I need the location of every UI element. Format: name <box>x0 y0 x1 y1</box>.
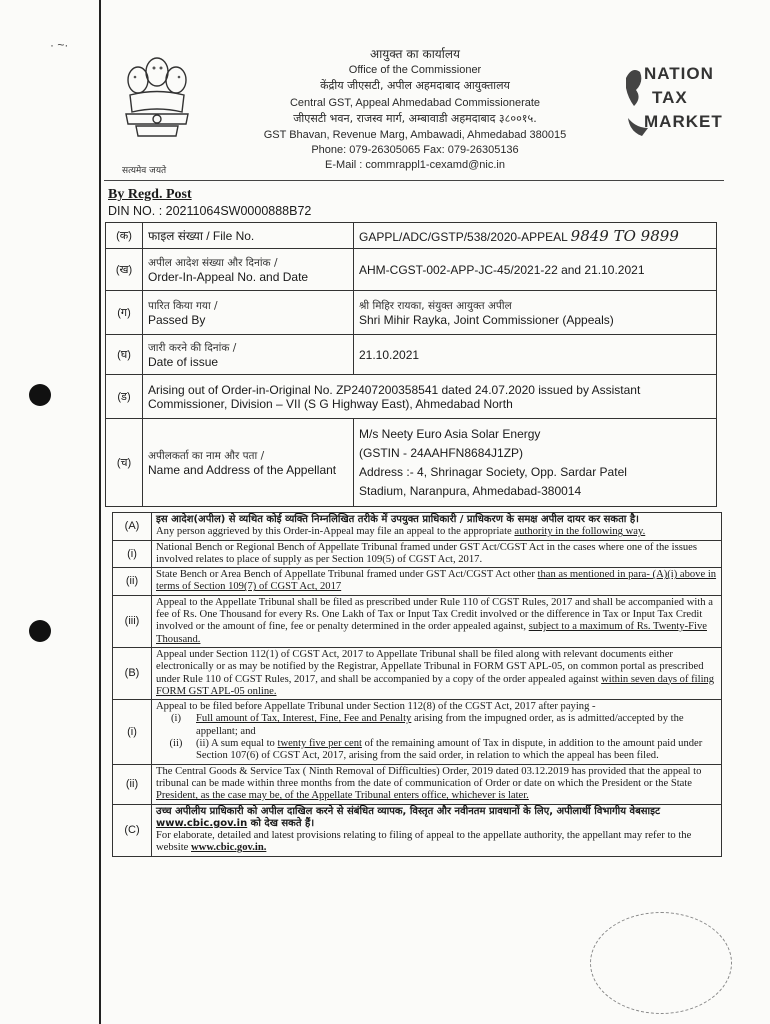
row-label: (i) <box>113 700 152 764</box>
row-label: (ii) <box>113 764 152 804</box>
cbic-link-hi[interactable]: www.cbic.gov.in <box>156 817 248 829</box>
emblem-caption: सत्यमेव जयते <box>122 166 167 176</box>
sub-item <box>156 738 717 763</box>
punch-hole-bottom <box>29 620 51 642</box>
table-row <box>106 249 717 291</box>
table-row <box>113 647 722 699</box>
address-hi: जीएसटी भवन, राजस्व मार्ग, अम्बावाडी अहमदाबाद ३८००१५. <box>293 112 537 125</box>
field-label <box>143 419 354 507</box>
field-value: 21.10.2021 <box>354 335 717 375</box>
office-stamp-icon <box>590 912 732 1014</box>
table-row <box>113 700 722 764</box>
row-label: (iii) <box>113 595 152 647</box>
table-row <box>106 223 717 249</box>
oia-label-hi: अपील आदेश संख्या और दिनांक / <box>148 256 278 269</box>
row-number: (ग) <box>106 291 143 335</box>
sub-item <box>156 713 717 738</box>
oia-label-en: Order-In-Appeal No. and Date <box>148 269 309 284</box>
appellant-label-hi: अपीलकर्ता का नाम और पता / <box>148 449 265 462</box>
table-row <box>106 419 717 507</box>
appellant-gstin: (GSTIN - 24AAHFN8684J1ZP) <box>359 445 524 460</box>
field-value: AHM-CGST-002-APP-JC-45/2021-22 and 21.10.2021 <box>354 249 717 291</box>
table-row <box>113 804 722 856</box>
cbic-link-en[interactable]: www.cbic.gov.in. <box>191 842 267 854</box>
regd-post-heading: By Regd. Post <box>108 187 192 202</box>
address-en: GST Bhavan, Revenue Marg, Ambawadi, Ahmedabad 380015 <box>263 129 567 141</box>
header-divider <box>104 180 724 181</box>
row-text: The Central Goods & Service Tax ( Ninth Removal of Difficulties) Order, 2019 dated 03.12.2019 has provided that the appeal to tribunal can be made within three months from the date of communication of Order or date on which the President or the State President, as the case may be, of the Appellate Tribunal enters office, whichever is later. <box>152 764 722 804</box>
appellant-address-1: Address :- 4, Shrinagar Society, Opp. Sardar Patel <box>359 464 627 479</box>
commissionerate-en: Central GST, Appeal Ahmedabad Commissionerate <box>289 97 541 109</box>
sub-item-text: (ii) A sum equal to twenty five per cent of the remaining amount of Tax in dispute, in addition to the amount paid under Section 107(6) of CGST Act, 2017, arising from the said order, in relation to which the appeal has been filed. <box>196 738 703 762</box>
commissionerate-hi: केंद्रीय जीएसटी, अपील अहमदाबाद आयुक्तालय <box>320 79 510 92</box>
row-text <box>152 700 722 764</box>
table-row <box>113 764 722 804</box>
logo-word-1: NATION <box>644 64 714 83</box>
date-label-hi: जारी करने की दिनांक / <box>148 341 237 354</box>
field-label <box>143 291 354 335</box>
office-title-hi: आयुक्त का कार्यालय <box>370 47 460 61</box>
office-title-en: Office of the Commissioner <box>348 64 482 76</box>
para-a-en: Any person aggrieved by this Order-in-Appeal may file an appeal to the appropriate authority in the following way. <box>156 526 646 538</box>
table-row <box>113 513 722 541</box>
logo-word-2: TAX <box>652 88 688 107</box>
para-c-en: For elaborate, detailed and latest provisions relating to filing of appeal to the appellate authority, the appellant may refer to the website www.cbic.gov.in. <box>156 830 692 854</box>
row-number: (घ) <box>106 335 143 375</box>
sub-item-key: (ii) <box>169 738 183 750</box>
file-no-label: फाइल संख्या / File No. <box>148 229 255 243</box>
field-label <box>143 335 354 375</box>
sub-item-text: Full amount of Tax, Interest, Fine, Fee and Penalty arising from the impugned order, as is admitted/accepted by the appellant; and <box>196 713 684 737</box>
row-label: (i) <box>113 540 152 568</box>
phone-fax: Phone: 079-26305065 Fax: 079-26305136 <box>311 144 519 156</box>
row-label: (B) <box>113 647 152 699</box>
row-text: Appeal to the Appellate Tribunal shall be filed as prescribed under Rule 110 of CGST Rules, 2017 and shall be accompanied with a fee of Rs. One Thousand for every Rs. One Lakh of Tax or Input Tax Credit involved or the difference in Tax or Input Tax Credit involved or the amount of fine, fee or penalty determined in the order appealed against, subject to a maximum of Rs. Twenty-Five Thousand. <box>152 595 722 647</box>
row-number: (क) <box>106 223 143 249</box>
arising-text: Arising out of Order-in-Original No. ZP2407200358541 dated 24.07.2020 issued by Assistant Commissioner, Division – VII (S G Highway East), Ahmedabad North <box>143 375 717 419</box>
row-text <box>152 804 722 856</box>
field-label <box>143 223 354 249</box>
appellant-address-2: Stadium, Naranpura, Ahmedabad-380014 <box>359 483 582 498</box>
punch-hole-top <box>29 384 51 406</box>
passed-by-value-hi: श्री मिहिर रायका, संयुक्त आयुक्त अपील <box>359 299 512 312</box>
table-row <box>106 375 717 419</box>
row-label: (ii) <box>113 568 152 596</box>
table-row <box>113 595 722 647</box>
passed-by-label-en: Passed By <box>148 312 206 327</box>
row-text: Appeal under Section 112(1) of CGST Act, 2017 to Appellate Tribunal shall be filed along with relevant documents either electronically or as may be notified by the Registrar, Appellate Tribunal in FORM GST APL-05, on common portal as prescribed under Rule 110 of CGST Rules, 2017, and shall be accompanied by a copy of the order appealed against within seven days of filing FORM GST APL-05 online. <box>152 647 722 699</box>
passed-by-label-hi: पारित किया गया / <box>148 299 218 312</box>
handwritten-range: 9849 TO 9899 <box>570 226 679 245</box>
margin-rule <box>99 0 101 1024</box>
table-row <box>106 335 717 375</box>
row-label: (C) <box>113 804 152 856</box>
row-text: National Bench or Regional Bench of Appellate Tribunal framed under GST Act/CGST Act in the cases where one of the issues involved relates to place of supply as per Section 109(5) of CGST Act, 2017. <box>152 540 722 568</box>
field-value <box>354 291 717 335</box>
row-text: State Bench or Area Bench of Appellate Tribunal framed under GST Act/CGST Act other than as mentioned in para- (A)(i) above in terms of Section 109(7) of CGST Act, 2017 <box>152 568 722 596</box>
row-label: (A) <box>113 513 152 541</box>
logo-word-3: MARKET <box>644 112 723 131</box>
scribble-mark: · ~· <box>50 38 69 52</box>
nation-tax-market-logo <box>622 58 722 148</box>
para-c-hi: उच्च अपीलीय प्राधिकारी को अपील दाखिल करने से संबंधित व्यापक, विस्तृत और नवीनतम प्रावधानों के लिए, अपीलार्थी विभागीय वेबसाइट www.cbic.gov.in को देख सकते हैं। <box>156 805 661 829</box>
table-row <box>113 540 722 568</box>
appellant-name: M/s Neety Euro Asia Solar Energy <box>359 426 541 441</box>
sub-item-key: (i) <box>171 713 181 725</box>
row-number: (ड) <box>106 375 143 419</box>
appellant-label-en: Name and Address of the Appellant <box>148 462 337 477</box>
para-a-hi: इस आदेश(अपील) से व्यथित कोई व्यक्ति निम्नलिखित तरीके में उपयुक्त प्राधिकारी / प्राधिकरण के समक्ष अपील दायर कर सकता है। <box>156 514 639 525</box>
file-no-value: GAPPL/ADC/GSTP/538/2020-APPEAL <box>359 229 568 244</box>
passed-by-value: Shri Mihir Rayka, Joint Commissioner (Appeals) <box>359 312 614 327</box>
email: E-Mail : commrappl1-cexamd@nic.in <box>325 159 505 171</box>
field-label <box>143 249 354 291</box>
table-row <box>113 568 722 596</box>
appeal-provisions-table <box>112 512 722 857</box>
order-info-table <box>105 222 717 507</box>
row-number: (ख) <box>106 249 143 291</box>
date-label-en: Date of issue <box>148 354 219 369</box>
pre-deposit-intro: Appeal to be filed before Appellate Tribunal under Section 112(8) of the CGST Act, 2017 after paying - <box>156 701 596 713</box>
table-row <box>106 291 717 335</box>
row-number: (च) <box>106 419 143 507</box>
national-emblem-icon <box>112 50 202 155</box>
field-value <box>354 223 717 249</box>
field-value <box>354 419 717 507</box>
din-number: DIN NO. : 20211064SW0000888B72 <box>108 204 312 218</box>
row-text <box>152 513 722 541</box>
